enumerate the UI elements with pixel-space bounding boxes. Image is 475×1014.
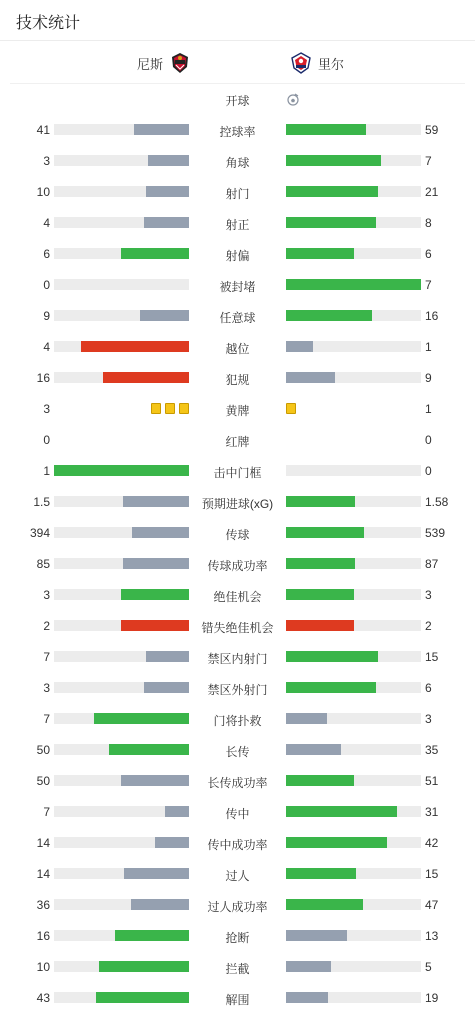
home-bar-fill bbox=[121, 248, 189, 259]
stat-row bbox=[0, 518, 475, 549]
stat-row bbox=[0, 239, 475, 270]
stat-row bbox=[0, 332, 475, 363]
away-value: 1.58 bbox=[425, 495, 449, 509]
home-bar-track bbox=[54, 589, 189, 600]
home-bar-track bbox=[54, 930, 189, 941]
stat-label: 射门 bbox=[225, 187, 250, 201]
stat-row bbox=[0, 270, 475, 301]
stat-label: 控球率 bbox=[219, 125, 256, 139]
stat-label: 任意球 bbox=[219, 311, 256, 325]
home-bar-track bbox=[54, 248, 189, 259]
home-bar-track bbox=[54, 155, 189, 166]
away-value: 6 bbox=[425, 247, 432, 261]
stat-label: 拦截 bbox=[225, 962, 250, 976]
away-bar-track bbox=[286, 713, 421, 724]
yellow-card-icon bbox=[165, 403, 175, 414]
home-bar-track bbox=[54, 620, 189, 631]
home-bar-fill bbox=[144, 682, 189, 693]
home-value: 3 bbox=[43, 588, 50, 602]
away-bar-fill bbox=[286, 310, 372, 321]
away-value: 31 bbox=[425, 805, 439, 819]
stat-row bbox=[0, 828, 475, 859]
home-bar-fill bbox=[94, 713, 189, 724]
stat-row bbox=[0, 766, 475, 797]
home-value: 10 bbox=[36, 185, 50, 199]
away-bar-track bbox=[286, 496, 421, 507]
away-value: 1 bbox=[425, 340, 432, 354]
away-bar-track bbox=[286, 124, 421, 135]
home-bar-track bbox=[54, 558, 189, 569]
away-bar-fill bbox=[286, 930, 347, 941]
away-value: 0 bbox=[425, 433, 432, 447]
stat-row bbox=[0, 580, 475, 611]
away-bar-track bbox=[286, 682, 421, 693]
stat-row bbox=[0, 549, 475, 580]
home-team[interactable] bbox=[137, 52, 191, 74]
stat-row bbox=[0, 704, 475, 735]
away-bar-fill bbox=[286, 279, 421, 290]
home-bar-fill bbox=[121, 775, 189, 786]
away-bar-track bbox=[286, 217, 421, 228]
away-bar-fill bbox=[286, 682, 376, 693]
stat-label: 犯规 bbox=[225, 373, 250, 387]
stat-row bbox=[0, 394, 475, 425]
home-bar-track bbox=[54, 341, 189, 352]
home-value: 6 bbox=[43, 247, 50, 261]
away-bar-fill bbox=[286, 806, 397, 817]
away-bar-track bbox=[286, 279, 421, 290]
home-bar-fill bbox=[54, 465, 189, 476]
away-value: 6 bbox=[425, 681, 432, 695]
stat-label: 被封堵 bbox=[219, 280, 256, 294]
away-value: 87 bbox=[425, 557, 439, 571]
away-value: 9 bbox=[425, 371, 432, 385]
home-bar-fill bbox=[123, 558, 189, 569]
home-value: 50 bbox=[36, 743, 50, 757]
stat-label: 传中 bbox=[225, 807, 250, 821]
stat-label: 禁区外射门 bbox=[207, 683, 268, 697]
stat-label: 错失绝佳机会 bbox=[201, 621, 274, 635]
kickoff-label: 开球 bbox=[225, 94, 250, 108]
away-value: 51 bbox=[425, 774, 439, 788]
yellow-card-icon bbox=[179, 403, 189, 414]
yellow-card-icon bbox=[286, 403, 296, 414]
away-bar-track bbox=[286, 651, 421, 662]
away-bar-fill bbox=[286, 868, 356, 879]
away-bar-track bbox=[286, 837, 421, 848]
home-bar-track bbox=[54, 806, 189, 817]
home-value: 16 bbox=[36, 371, 50, 385]
stat-row bbox=[0, 983, 475, 1014]
home-bar-fill bbox=[115, 930, 189, 941]
away-bar-fill bbox=[286, 837, 387, 848]
away-bar-fill bbox=[286, 744, 341, 755]
away-value: 35 bbox=[425, 743, 439, 757]
away-value: 7 bbox=[425, 154, 432, 168]
home-value: 3 bbox=[43, 402, 50, 416]
stat-row bbox=[0, 208, 475, 239]
away-value: 3 bbox=[425, 588, 432, 602]
away-bar-fill bbox=[286, 961, 331, 972]
away-value: 7 bbox=[425, 278, 432, 292]
stat-row bbox=[0, 797, 475, 828]
stat-label: 射正 bbox=[225, 218, 250, 232]
home-bar-fill bbox=[124, 868, 189, 879]
away-bar-track bbox=[286, 527, 421, 538]
home-bar-track bbox=[54, 310, 189, 321]
away-team-name: 里尔 bbox=[318, 56, 345, 72]
away-bar-fill bbox=[286, 341, 313, 352]
home-bar-fill bbox=[134, 124, 189, 135]
home-bar-fill bbox=[155, 837, 189, 848]
away-value: 15 bbox=[425, 867, 439, 881]
away-value: 19 bbox=[425, 991, 439, 1005]
home-value: 0 bbox=[43, 433, 50, 447]
stat-label: 红牌 bbox=[225, 435, 250, 449]
ogc-nice-crest-icon bbox=[169, 52, 191, 74]
home-cards bbox=[151, 403, 189, 414]
away-value: 539 bbox=[425, 526, 446, 540]
stat-label: 越位 bbox=[225, 342, 250, 356]
page-title: 技术统计 bbox=[16, 15, 81, 32]
away-bar-fill bbox=[286, 124, 366, 135]
stat-label: 角球 bbox=[225, 156, 250, 170]
home-value: 9 bbox=[43, 309, 50, 323]
stat-row bbox=[0, 487, 475, 518]
away-bar-fill bbox=[286, 589, 354, 600]
away-value: 42 bbox=[425, 836, 439, 850]
home-value: 10 bbox=[36, 960, 50, 974]
stat-row bbox=[0, 735, 475, 766]
home-value: 7 bbox=[43, 650, 50, 664]
stat-row bbox=[0, 301, 475, 332]
stat-row bbox=[0, 425, 475, 456]
home-value: 394 bbox=[29, 526, 50, 540]
home-value: 14 bbox=[36, 836, 50, 850]
home-bar-fill bbox=[109, 744, 189, 755]
home-bar-track bbox=[54, 682, 189, 693]
away-value: 15 bbox=[425, 650, 439, 664]
away-value: 21 bbox=[425, 185, 439, 199]
away-cards bbox=[286, 403, 296, 414]
stat-label: 过人成功率 bbox=[207, 900, 268, 914]
away-bar-track bbox=[286, 465, 421, 476]
away-bar-fill bbox=[286, 248, 354, 259]
home-value: 4 bbox=[43, 216, 50, 230]
away-bar-track bbox=[286, 620, 421, 631]
home-bar-fill bbox=[121, 620, 189, 631]
home-team-name: 尼斯 bbox=[136, 56, 163, 72]
away-bar-fill bbox=[286, 217, 376, 228]
home-bar-track bbox=[54, 899, 189, 910]
home-bar-fill bbox=[132, 527, 189, 538]
stat-label: 传中成功率 bbox=[207, 838, 268, 852]
away-value: 8 bbox=[425, 216, 432, 230]
away-value: 3 bbox=[425, 712, 432, 726]
away-bar-fill bbox=[286, 775, 354, 786]
stat-row bbox=[0, 890, 475, 921]
away-bar-fill bbox=[286, 713, 327, 724]
stats-list bbox=[0, 115, 475, 1014]
home-bar-fill bbox=[121, 589, 189, 600]
home-bar-track bbox=[54, 775, 189, 786]
yellow-card-icon bbox=[151, 403, 161, 414]
home-bar-fill bbox=[96, 992, 189, 1003]
away-bar-track bbox=[286, 744, 421, 755]
home-value: 7 bbox=[43, 712, 50, 726]
stat-label: 黄牌 bbox=[225, 404, 250, 418]
teams-header bbox=[10, 41, 465, 84]
home-bar-track bbox=[54, 496, 189, 507]
losc-lille-crest-icon bbox=[290, 52, 312, 74]
home-bar-track bbox=[54, 837, 189, 848]
home-bar-track bbox=[54, 124, 189, 135]
home-bar-track bbox=[54, 279, 189, 290]
away-bar-track bbox=[286, 372, 421, 383]
away-bar-track bbox=[286, 930, 421, 941]
away-bar-track bbox=[286, 775, 421, 786]
home-bar-track bbox=[54, 217, 189, 228]
stat-label: 解围 bbox=[225, 993, 250, 1007]
away-bar-track bbox=[286, 558, 421, 569]
home-bar-fill bbox=[144, 217, 189, 228]
home-bar-fill bbox=[131, 899, 189, 910]
away-bar-fill bbox=[286, 155, 381, 166]
home-bar-fill bbox=[140, 310, 189, 321]
home-value: 43 bbox=[36, 991, 50, 1005]
home-value: 3 bbox=[43, 154, 50, 168]
away-bar-track bbox=[286, 806, 421, 817]
home-bar-track bbox=[54, 713, 189, 724]
away-bar-fill bbox=[286, 527, 364, 538]
stat-label: 抢断 bbox=[225, 931, 250, 945]
away-bar-fill bbox=[286, 496, 355, 507]
stat-row bbox=[0, 146, 475, 177]
away-bar-fill bbox=[286, 620, 354, 631]
home-bar-track bbox=[54, 651, 189, 662]
home-value: 14 bbox=[36, 867, 50, 881]
away-bar-track bbox=[286, 155, 421, 166]
home-value: 1.5 bbox=[33, 495, 50, 509]
away-bar-fill bbox=[286, 992, 328, 1003]
stat-row bbox=[0, 456, 475, 487]
stat-row bbox=[0, 642, 475, 673]
away-bar-track bbox=[286, 992, 421, 1003]
away-bar-fill bbox=[286, 899, 363, 910]
home-bar-fill bbox=[146, 186, 189, 197]
home-value: 85 bbox=[36, 557, 50, 571]
home-value: 2 bbox=[43, 619, 50, 633]
home-value: 7 bbox=[43, 805, 50, 819]
home-value: 16 bbox=[36, 929, 50, 943]
away-value: 2 bbox=[425, 619, 432, 633]
stat-label: 传球 bbox=[225, 528, 250, 542]
page-header bbox=[0, 0, 475, 41]
stat-row bbox=[0, 363, 475, 394]
home-bar-track bbox=[54, 961, 189, 972]
away-value: 0 bbox=[425, 464, 432, 478]
away-bar-fill bbox=[286, 372, 335, 383]
away-bar-track bbox=[286, 589, 421, 600]
stat-row bbox=[0, 177, 475, 208]
home-bar-fill bbox=[146, 651, 189, 662]
stat-label: 传球成功率 bbox=[207, 559, 268, 573]
home-value: 1 bbox=[43, 464, 50, 478]
stat-label: 绝佳机会 bbox=[213, 590, 262, 604]
away-bar-fill bbox=[286, 651, 378, 662]
home-bar-fill bbox=[81, 341, 189, 352]
home-value: 4 bbox=[43, 340, 50, 354]
home-bar-track bbox=[54, 992, 189, 1003]
home-value: 36 bbox=[36, 898, 50, 912]
home-bar-fill bbox=[165, 806, 189, 817]
stat-row bbox=[0, 611, 475, 642]
away-value: 16 bbox=[425, 309, 439, 323]
away-bar-fill bbox=[286, 558, 355, 569]
stat-row bbox=[0, 921, 475, 952]
stat-label: 射偏 bbox=[225, 249, 250, 263]
stat-label: 门将扑救 bbox=[213, 714, 262, 728]
home-bar-fill bbox=[103, 372, 189, 383]
stat-row bbox=[0, 673, 475, 704]
away-bar-track bbox=[286, 186, 421, 197]
away-bar-track bbox=[286, 868, 421, 879]
kickoff-ball-icon bbox=[286, 92, 300, 106]
home-bar-fill bbox=[148, 155, 189, 166]
home-value: 0 bbox=[43, 278, 50, 292]
stat-label: 禁区内射门 bbox=[207, 652, 268, 666]
home-bar-fill bbox=[123, 496, 189, 507]
away-team[interactable] bbox=[290, 52, 344, 74]
away-bar-track bbox=[286, 899, 421, 910]
stat-label: 击中门框 bbox=[213, 466, 262, 480]
stat-row bbox=[0, 115, 475, 146]
away-value: 47 bbox=[425, 898, 439, 912]
home-bar-track bbox=[54, 868, 189, 879]
kickoff-row bbox=[0, 84, 475, 115]
stat-label: 过人 bbox=[225, 869, 250, 883]
stat-label: 长传成功率 bbox=[207, 776, 268, 790]
home-value: 50 bbox=[36, 774, 50, 788]
home-bar-track bbox=[54, 186, 189, 197]
home-value: 3 bbox=[43, 681, 50, 695]
away-bar-track bbox=[286, 310, 421, 321]
away-value: 13 bbox=[425, 929, 439, 943]
stat-label: 长传 bbox=[225, 745, 250, 759]
away-bar-fill bbox=[286, 186, 378, 197]
home-value: 41 bbox=[36, 123, 50, 137]
home-bar-track bbox=[54, 372, 189, 383]
home-bar-track bbox=[54, 744, 189, 755]
away-value: 1 bbox=[425, 402, 432, 416]
away-bar-track bbox=[286, 961, 421, 972]
away-bar-track bbox=[286, 341, 421, 352]
away-value: 5 bbox=[425, 960, 432, 974]
stat-row bbox=[0, 952, 475, 983]
away-bar-track bbox=[286, 248, 421, 259]
stat-label: 预期进球(xG) bbox=[201, 497, 274, 511]
home-bar-fill bbox=[99, 961, 189, 972]
home-bar-track bbox=[54, 465, 189, 476]
away-value: 59 bbox=[425, 123, 439, 137]
stat-row bbox=[0, 859, 475, 890]
home-bar-track bbox=[54, 527, 189, 538]
